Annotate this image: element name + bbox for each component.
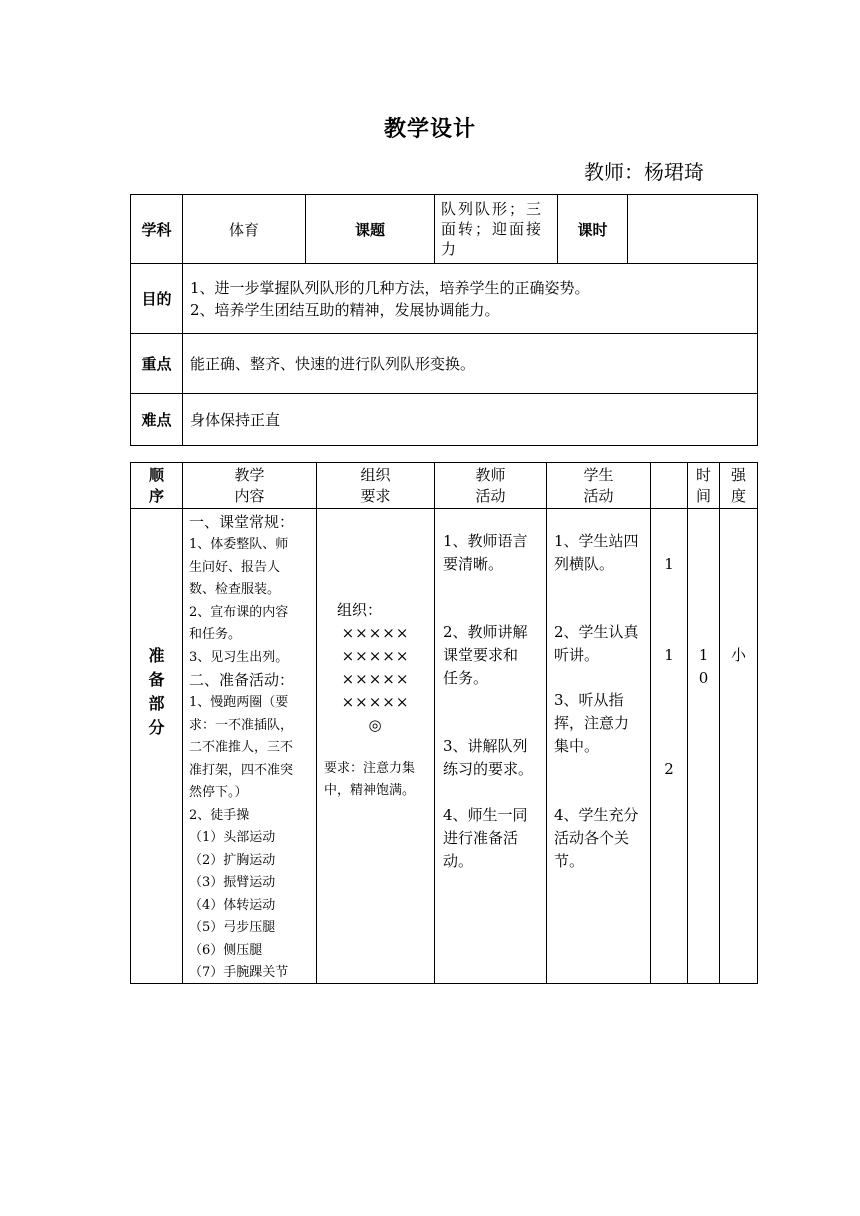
- blank-cell: [651, 509, 688, 984]
- organization-requirement: 要求：注意力集 中，精神饱满。: [324, 761, 416, 798]
- content-line: 3、见习生出列。: [189, 649, 289, 665]
- content-line: 1、慢跑两圈（要: [189, 695, 289, 710]
- key-value: 能正确、整齐、快速的进行队列队形变换。: [183, 334, 758, 394]
- goal-label: 目的: [131, 264, 183, 334]
- content-line: （4）体转运动: [189, 897, 276, 913]
- teacher-activity-4: 4、师生一同 进行准备活 动。: [443, 806, 528, 870]
- teacher-activity-cell: [435, 509, 547, 984]
- formation-row: ×××××: [341, 624, 410, 642]
- time-cell: [688, 509, 720, 984]
- formation-row: ×××××: [341, 647, 410, 665]
- content-cell: [183, 509, 317, 984]
- student-activity-2: 2、学生认真 听讲。: [554, 623, 639, 664]
- content-line: 和任务。: [189, 627, 242, 642]
- topic-label: 课题: [306, 195, 435, 264]
- header-student-activity: 学生 活动: [547, 463, 651, 509]
- content-line: （2）扩胸运动: [189, 852, 276, 868]
- header-order: 顺 序: [131, 463, 183, 509]
- content-line: （5）弓步压腿: [189, 920, 276, 935]
- content-line: 数、检查服装。: [189, 582, 281, 597]
- content-line: 然停下。）: [189, 785, 248, 800]
- blank-number: 1: [664, 646, 674, 664]
- subject-value: 体育: [183, 195, 306, 264]
- header-content: 教学 内容: [183, 463, 317, 509]
- teacher-mark: ◎: [368, 716, 383, 734]
- formation-row: ×××××: [341, 693, 410, 711]
- student-activity-cell: [547, 509, 651, 984]
- student-activity-1: 1、学生站四 列横队。: [554, 532, 639, 573]
- subject-label: 学科: [131, 195, 183, 264]
- hours-value: [628, 195, 758, 264]
- content-line: （1）头部运动: [189, 830, 276, 845]
- goal-value: [183, 264, 758, 334]
- header-intensity: 强 度: [720, 463, 758, 509]
- info-table: [130, 194, 758, 446]
- organization-label: 组织：: [337, 601, 383, 619]
- section-cell: [131, 509, 183, 984]
- content-heading: 一、课堂常规：: [189, 513, 295, 531]
- intensity-value: 小: [730, 646, 746, 664]
- content-line: 2、宣布课的内容: [189, 604, 289, 620]
- content-line: 求：一不准插队，: [189, 717, 294, 733]
- hours-label: 课时: [558, 195, 628, 264]
- key-label: 重点: [131, 334, 183, 394]
- content-heading: 二、准备活动：: [189, 671, 295, 689]
- teacher-activity-3: 3、讲解队列 练习的要求。: [443, 737, 534, 778]
- header-blank: [651, 463, 688, 509]
- topic-value: 队列队形；三面转；迎面接力: [435, 195, 558, 264]
- header-organization: 组织 要求: [317, 463, 435, 509]
- header-time: 时 间: [688, 463, 720, 509]
- teacher-activity-1: 1、教师语言 要清晰。: [443, 532, 528, 573]
- content-line: （3）振臂运动: [189, 875, 276, 890]
- difficulty-label: 难点: [131, 394, 183, 446]
- content-line: 二不准推人，三不: [189, 740, 294, 755]
- content-line: （6）侧压腿: [189, 942, 263, 958]
- student-activity-3: 3、听从指 挥，注意力 集中。: [554, 691, 630, 755]
- formation-row: ×××××: [341, 670, 410, 688]
- goal-line: 2、培养学生团结互助的精神，发展协调能力。: [190, 300, 500, 319]
- organization-cell: [317, 509, 435, 984]
- blank-number: 2: [664, 760, 674, 778]
- header-teacher-activity: 教师 活动: [435, 463, 547, 509]
- formation-diagram: [317, 622, 434, 737]
- content-line: （7）手腕踝关节: [189, 965, 289, 980]
- intensity-cell: [720, 509, 758, 984]
- content-line: 1、体委整队、师: [189, 537, 289, 552]
- teacher-activity-2: 2、教师讲解 课堂要求和 任务。: [443, 623, 528, 687]
- plan-table: [130, 462, 758, 984]
- student-activity-4: 4、学生充分 活动各个关 节。: [554, 806, 639, 870]
- document-title: 教学设计: [383, 117, 476, 142]
- goal-line: 1、进一步掌握队列队形的几种方法，培养学生的正确姿势。: [190, 278, 590, 297]
- section-label: 准 备 部 分: [148, 646, 165, 737]
- time-value: 1 0: [698, 646, 709, 687]
- content-text: [189, 511, 317, 985]
- content-line: 2、徒手操: [189, 807, 250, 823]
- content-line: 准打架，四不准突: [189, 762, 294, 778]
- teacher-name: 教师：杨珺琦: [584, 160, 704, 184]
- blank-number: 1: [664, 555, 674, 573]
- difficulty-value: 身体保持正直: [183, 394, 758, 446]
- content-line: 生问好、报告人: [189, 559, 281, 575]
